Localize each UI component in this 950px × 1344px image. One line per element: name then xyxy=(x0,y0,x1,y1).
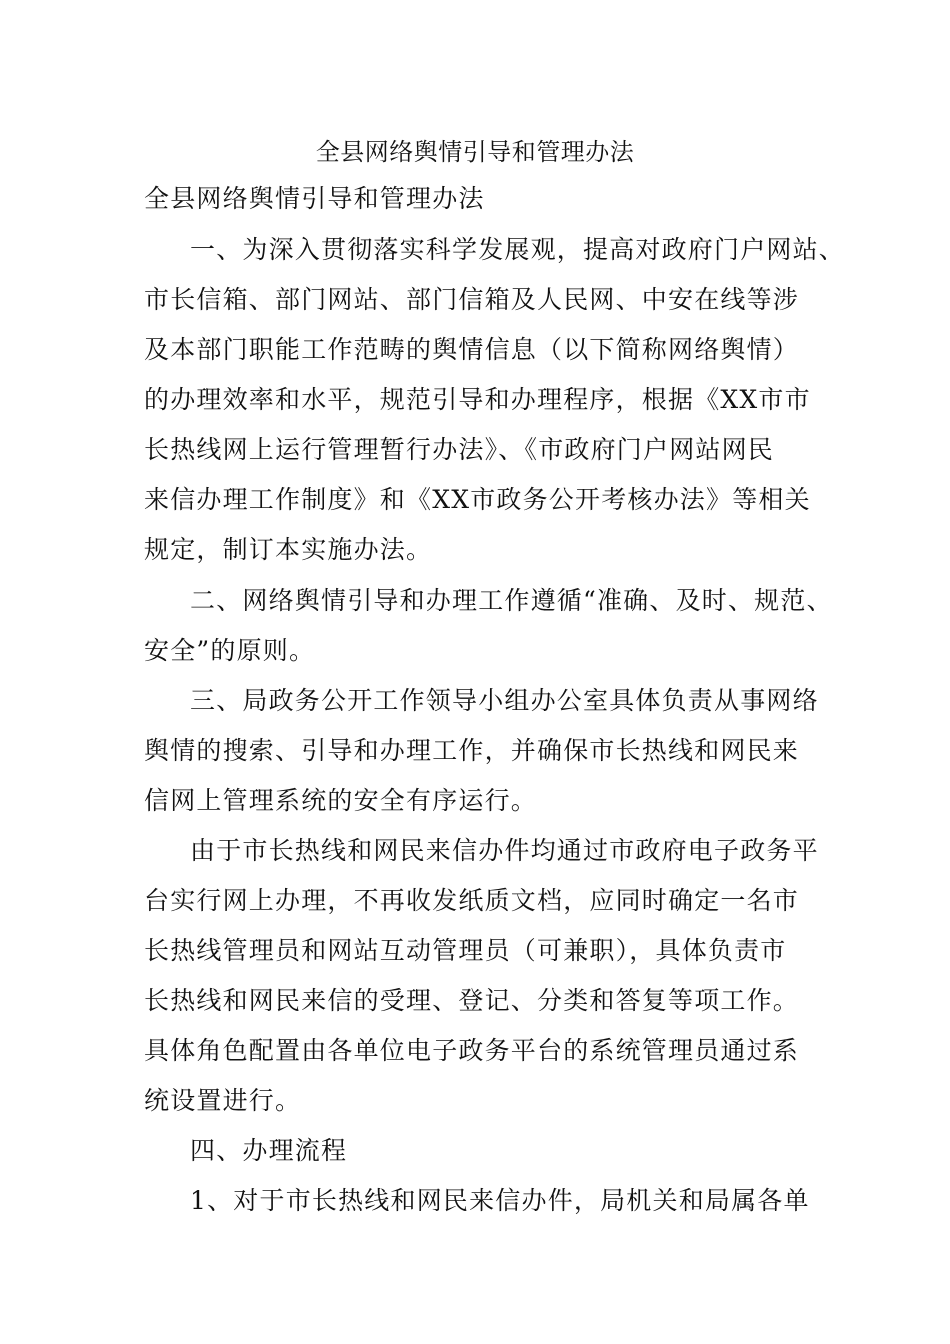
paragraph-line: 的办理效率和水平，规范引导和办理程序，根据《XX市市 xyxy=(144,385,811,414)
paragraph-line: 长热线管理员和网站互动管理员（可兼职），具体负责市 xyxy=(144,936,787,965)
document-subtitle: 全县网络舆情引导和管理办法 xyxy=(144,184,485,213)
document-title: 全县网络舆情引导和管理办法 xyxy=(315,138,635,166)
paragraph-line: 舆情的搜索、引导和办理工作，并确保市长热线和网民来 xyxy=(144,736,800,765)
paragraph-line: 1、对于市长热线和网民来信办件，局机关和局属各单 xyxy=(190,1186,810,1215)
paragraph-line: 来信办理工作制度》和《XX市政务公开考核办法》等相关 xyxy=(144,485,811,514)
paragraph-line: 及本部门职能工作范畴的舆情信息（以下简称网络舆情） xyxy=(144,335,800,364)
paragraph-line: 具体角色配置由各单位电子政务平台的系统管理员通过系 xyxy=(144,1036,800,1065)
paragraph-line: 市长信箱、部门网站、部门信箱及人民网、中安在线等涉 xyxy=(144,285,800,314)
paragraph-line: 二、网络舆情引导和办理工作遵循“准确、及时、规范、 xyxy=(190,586,833,615)
paragraph-line: 长热线和网民来信的受理、登记、分类和答复等项工作。 xyxy=(144,986,800,1015)
paragraph-line: 安全”的原则。 xyxy=(144,636,316,665)
paragraph-line: 一、为深入贯彻落实科学发展观，提高对政府门户网站、 xyxy=(190,235,846,264)
section-heading: 四、办理流程 xyxy=(190,1136,348,1165)
paragraph-line: 三、局政务公开工作领导小组办公室具体负责从事网络 xyxy=(190,686,819,715)
paragraph-line: 规定，制订本实施办法。 xyxy=(144,535,433,564)
paragraph-line: 长热线网上运行管理暂行办法》、《市政府门户网站网民 xyxy=(144,435,775,464)
paragraph-line: 统设置进行。 xyxy=(144,1086,302,1115)
paragraph-line: 台实行网上办理，不再收发纸质文档，应同时确定一名市 xyxy=(144,886,800,915)
paragraph-line: 由于市长热线和网民来信办件均通过市政府电子政务平 xyxy=(190,836,819,865)
paragraph-line: 信网上管理系统的安全有序运行。 xyxy=(144,786,538,815)
